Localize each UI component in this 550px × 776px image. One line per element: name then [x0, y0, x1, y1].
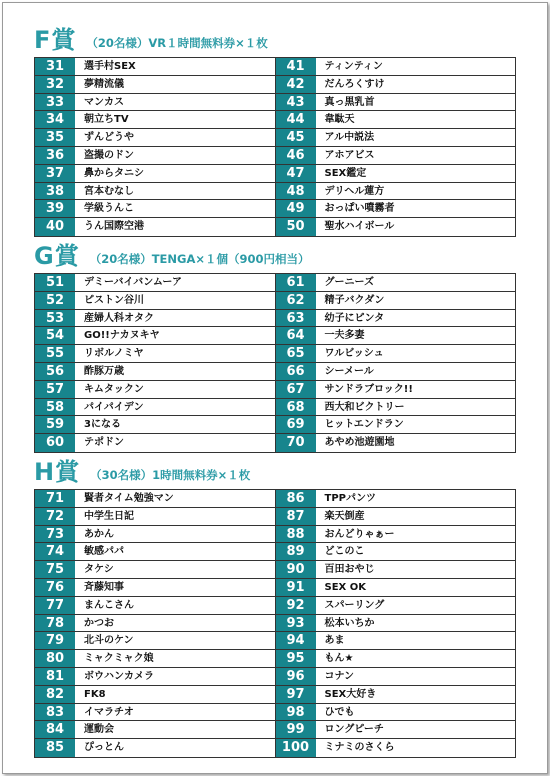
entry-number: 74 — [35, 543, 75, 560]
table-row — [276, 94, 516, 112]
entry-number: 43 — [276, 94, 316, 111]
entry-number: 89 — [276, 543, 316, 560]
entry-number: 87 — [276, 508, 316, 525]
table-row — [35, 615, 275, 633]
entry-name: グーニーズ — [324, 277, 374, 288]
table-row — [35, 200, 275, 218]
entry-name: 真っ黒乳首 — [324, 96, 375, 108]
table-row — [35, 508, 275, 526]
table-row — [35, 721, 275, 739]
entry-name: マンカス — [84, 96, 124, 108]
entry-number: 78 — [35, 615, 75, 632]
table-row — [276, 111, 516, 129]
entry-number: 46 — [276, 147, 316, 164]
table-row — [276, 129, 516, 147]
entry-number: 72 — [35, 508, 75, 525]
table-row — [276, 310, 516, 328]
table-row — [276, 399, 516, 417]
prize-title: F賞 — [34, 26, 77, 54]
entry-number: 98 — [276, 704, 316, 721]
entry-name: 盗撮のドン — [84, 149, 134, 161]
entry-number: 73 — [35, 526, 75, 543]
entry-number: 82 — [35, 686, 75, 703]
table-row — [35, 526, 275, 544]
entry-column-right — [275, 490, 516, 757]
entry-name: おんどりゃぁー — [324, 528, 395, 540]
entry-name: ヒットエンドラン — [324, 419, 404, 431]
entry-number: 84 — [35, 721, 75, 738]
table-row — [276, 147, 516, 165]
table-row — [276, 292, 516, 310]
entry-number: 92 — [276, 597, 316, 614]
prize-subtitle: （20名様）VR１時間無料券×１枚 — [86, 36, 268, 50]
entry-name: 夢精流儀 — [84, 78, 124, 90]
entry-number: 53 — [35, 310, 75, 327]
entry-name: TPPパンツ — [324, 493, 376, 504]
entry-number: 95 — [276, 650, 316, 667]
entry-name: サンドラブロック!! — [324, 383, 413, 395]
entry-name: GO!!ナカヌキヤ — [84, 330, 160, 342]
table-row — [276, 597, 516, 615]
entry-name: 韋駄天 — [324, 114, 355, 126]
entry-name: 3になる — [84, 419, 121, 431]
table-row — [276, 543, 516, 561]
entry-number: 94 — [276, 632, 316, 649]
entry-name: 朝立ちTV — [84, 114, 129, 126]
table-row — [276, 200, 516, 218]
entry-number: 58 — [35, 399, 75, 416]
entry-number: 69 — [276, 416, 316, 433]
entry-number: 77 — [35, 597, 75, 614]
table-row — [276, 76, 516, 94]
table-row — [276, 218, 516, 236]
entry-name: 松本いちか — [324, 617, 375, 629]
table-row — [35, 434, 275, 452]
entry-number: 49 — [276, 200, 316, 217]
entry-name: ひでも — [324, 706, 355, 718]
table-row — [276, 508, 516, 526]
entry-name: ワルビッシュ — [324, 348, 384, 360]
entry-number: 50 — [276, 218, 316, 236]
entry-table — [34, 489, 516, 758]
entry-column-right — [275, 274, 516, 452]
table-row — [276, 363, 516, 381]
table-row — [276, 526, 516, 544]
entry-number: 76 — [35, 579, 75, 596]
table-row — [35, 58, 275, 76]
entry-name: 西大和ビクトリー — [324, 401, 405, 413]
entry-number: 68 — [276, 399, 316, 416]
entry-number: 79 — [35, 632, 75, 649]
prize-section-g — [34, 237, 516, 453]
prize-title: G賞 — [34, 242, 80, 270]
entry-number: 33 — [35, 94, 75, 111]
entry-number: 71 — [35, 490, 75, 507]
entry-number: 39 — [35, 200, 75, 217]
entry-number: 96 — [276, 668, 316, 685]
entry-name: かつお — [84, 617, 114, 629]
entry-name: 幼子にピンタ — [324, 312, 385, 324]
table-row — [276, 739, 516, 757]
entry-number: 70 — [276, 434, 316, 452]
entry-number: 64 — [276, 327, 316, 344]
entry-name: 斉藤知事 — [84, 581, 124, 593]
prize-section-f — [34, 21, 516, 237]
entry-number: 63 — [276, 310, 316, 327]
table-row — [35, 650, 275, 668]
entry-name: デミーバイバンムーア — [84, 277, 182, 288]
table-row — [35, 165, 275, 183]
table-row — [276, 615, 516, 633]
table-row — [35, 416, 275, 434]
table-row — [276, 704, 516, 722]
table-row — [276, 579, 516, 597]
table-row — [35, 274, 275, 292]
entry-name: SEX鑑定 — [324, 167, 367, 179]
entry-name: コナン — [324, 670, 354, 682]
entry-number: 45 — [276, 129, 316, 146]
entry-name: スパーリング — [324, 599, 385, 611]
entry-number: 52 — [35, 292, 75, 309]
entry-number: 31 — [35, 58, 75, 75]
entry-number: 67 — [276, 381, 316, 398]
entry-column-left — [35, 490, 275, 757]
table-row — [276, 490, 516, 508]
table-row — [35, 543, 275, 561]
entry-name: ぴっとん — [84, 742, 124, 754]
entry-name: キムタックン — [84, 383, 144, 395]
entry-name: 中学生日記 — [84, 510, 134, 522]
entry-number: 34 — [35, 111, 75, 128]
entry-name: パイパイデン — [84, 401, 144, 413]
table-row — [276, 327, 516, 345]
table-row — [276, 434, 516, 452]
entry-name: SEX OK — [324, 581, 366, 593]
table-row — [276, 381, 516, 399]
table-row — [35, 310, 275, 328]
entry-number: 93 — [276, 615, 316, 632]
entry-name: 精子バクダン — [324, 294, 385, 306]
entry-name: ピストン谷川 — [84, 294, 144, 306]
entry-name: あかん — [84, 528, 114, 540]
entry-name: ずんどうや — [84, 132, 134, 144]
entry-name: 楽天倒産 — [324, 510, 365, 522]
table-row — [35, 129, 275, 147]
table-row — [35, 668, 275, 686]
entry-name: アホアビス — [324, 149, 375, 161]
entry-number: 48 — [276, 183, 316, 200]
entry-name: まんこさん — [84, 599, 134, 611]
entry-number: 83 — [35, 704, 75, 721]
entry-name: SEX大好き — [324, 688, 377, 700]
table-row — [35, 292, 275, 310]
table-row — [276, 650, 516, 668]
entry-number: 54 — [35, 327, 75, 344]
entry-name: あやめ池遊園地 — [324, 437, 395, 449]
entry-name: 産婦人科オタク — [84, 312, 154, 324]
entry-number: 91 — [276, 579, 316, 596]
entry-number: 55 — [35, 345, 75, 362]
entry-number: 44 — [276, 111, 316, 128]
entry-number: 65 — [276, 345, 316, 362]
table-row — [35, 218, 275, 236]
entry-name: ティンティン — [324, 61, 383, 72]
table-row — [276, 721, 516, 739]
entry-column-right — [275, 58, 516, 236]
entry-number: 51 — [35, 274, 75, 291]
entry-name: 酢豚万歳 — [84, 365, 124, 377]
entry-number: 81 — [35, 668, 75, 685]
table-row — [276, 165, 516, 183]
table-row — [276, 686, 516, 704]
entry-number: 59 — [35, 416, 75, 433]
entry-name: 学級うんこ — [84, 203, 134, 215]
table-row — [35, 597, 275, 615]
entry-name: シーメール — [324, 365, 374, 377]
table-row — [35, 632, 275, 650]
entry-name: ボウハンカメラ — [84, 670, 154, 682]
entry-number: 35 — [35, 129, 75, 146]
table-row — [276, 632, 516, 650]
entry-name: テポドン — [84, 437, 124, 449]
entry-number: 100 — [276, 739, 316, 757]
table-row — [35, 381, 275, 399]
entry-name: 聖水ハイボール — [324, 221, 395, 233]
entry-number: 66 — [276, 363, 316, 380]
entry-name: もん★ — [324, 653, 354, 665]
table-row — [35, 147, 275, 165]
entry-number: 99 — [276, 721, 316, 738]
table-row — [35, 76, 275, 94]
table-row — [276, 561, 516, 579]
entry-name: アル中説法 — [324, 132, 375, 144]
table-row — [276, 183, 516, 201]
section-heading — [34, 21, 516, 53]
prize-title: H賞 — [34, 458, 81, 486]
entry-number: 38 — [35, 183, 75, 200]
entry-number: 88 — [276, 526, 316, 543]
entry-number: 56 — [35, 363, 75, 380]
table-row — [35, 561, 275, 579]
entry-name: どこのこ — [324, 546, 365, 558]
entry-name: ミナミのさくら — [324, 742, 395, 754]
entry-name: ミャクミャク娘 — [84, 653, 154, 665]
entry-number: 42 — [276, 76, 316, 93]
table-row — [35, 579, 275, 597]
table-row — [35, 183, 275, 201]
entry-name: だんろくすけ — [324, 78, 385, 90]
entry-name: 敏感パパ — [84, 546, 124, 558]
entry-name: 運動会 — [84, 724, 114, 736]
entry-name: 鼻からタニシ — [84, 167, 144, 179]
table-row — [35, 111, 275, 129]
entry-number: 37 — [35, 165, 75, 182]
table-row — [35, 345, 275, 363]
table-row — [276, 668, 516, 686]
table-row — [35, 94, 275, 112]
entry-number: 36 — [35, 147, 75, 164]
table-row — [35, 704, 275, 722]
entry-number: 97 — [276, 686, 316, 703]
table-row — [35, 327, 275, 345]
entry-table — [34, 57, 516, 237]
entry-name: 選手村SEX — [84, 61, 136, 72]
entry-name: デリヘル蓮方 — [324, 185, 385, 197]
entry-number: 86 — [276, 490, 316, 507]
entry-name: 一夫多妻 — [324, 330, 365, 342]
table-row — [35, 363, 275, 381]
entry-number: 60 — [35, 434, 75, 452]
section-heading — [34, 237, 516, 269]
entry-column-left — [35, 274, 275, 452]
entry-number: 85 — [35, 739, 75, 757]
table-row — [35, 739, 275, 757]
entry-name: タケシ — [84, 564, 114, 576]
entry-name: ロングピーチ — [324, 724, 384, 736]
entry-name: 宮本むなし — [84, 185, 134, 197]
table-row — [276, 416, 516, 434]
prize-section-h — [34, 453, 516, 758]
entry-number: 62 — [276, 292, 316, 309]
entry-name: うん国際空港 — [84, 221, 144, 233]
entry-name: FK8 — [84, 688, 106, 700]
entry-number: 90 — [276, 561, 316, 578]
entry-name: 賢者タイム勉強マン — [84, 493, 174, 504]
entry-number: 75 — [35, 561, 75, 578]
entry-name: あま — [324, 635, 345, 647]
entry-number: 47 — [276, 165, 316, 182]
entry-name: 北斗のケン — [84, 635, 134, 647]
table-row — [276, 345, 516, 363]
entry-table — [34, 273, 516, 453]
table-row — [276, 274, 516, 292]
entry-number: 41 — [276, 58, 316, 75]
entry-name: おっぱい噴霧者 — [324, 203, 395, 215]
entry-number: 57 — [35, 381, 75, 398]
entry-name: 百田おやじ — [324, 564, 375, 576]
section-heading — [34, 453, 516, 485]
entry-number: 40 — [35, 218, 75, 236]
prize-subtitle: （30名様）1時間無料券×１枚 — [90, 468, 251, 482]
table-row — [35, 399, 275, 417]
entry-name: リボルノミヤ — [84, 348, 144, 360]
prize-subtitle: （20名様）TENGA×１個（900円相当） — [89, 252, 310, 266]
table-row — [35, 490, 275, 508]
entry-number: 32 — [35, 76, 75, 93]
entry-number: 61 — [276, 274, 316, 291]
entry-name: イマラチオ — [84, 706, 134, 718]
table-row — [35, 686, 275, 704]
table-row — [276, 58, 516, 76]
entry-column-left — [35, 58, 275, 236]
entry-number: 80 — [35, 650, 75, 667]
